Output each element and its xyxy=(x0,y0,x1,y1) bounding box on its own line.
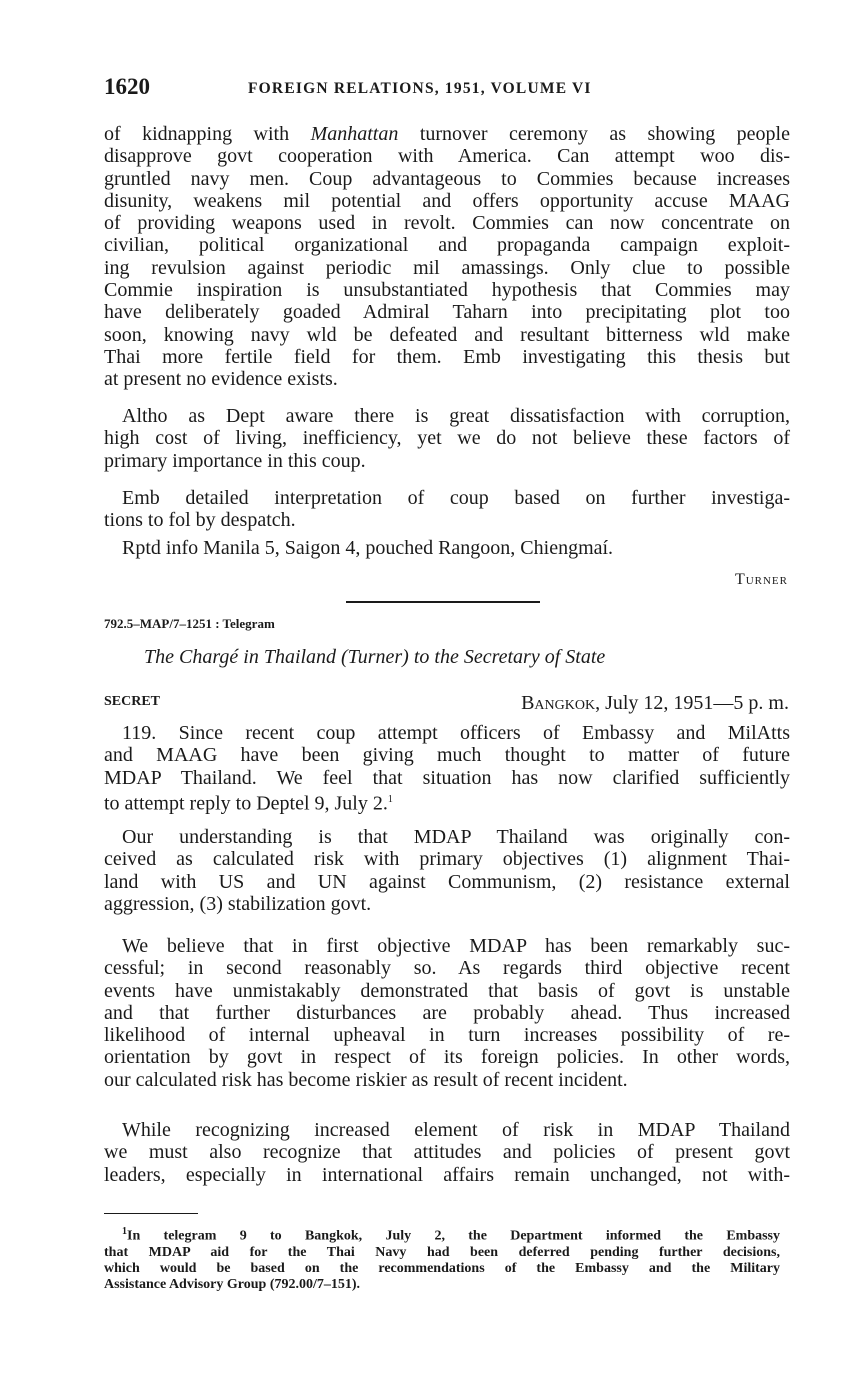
text-line: Thai more fertile field for them. Emb investigating this thesis but xyxy=(104,345,790,368)
text-line: land with US and UN against Communism, (2) resistance external xyxy=(104,870,790,893)
text-line: Our understanding is that MDAP Thailand was originally con- xyxy=(122,826,790,848)
text-line: leaders, especially in international affairs remain unchanged, not with- xyxy=(104,1163,790,1186)
footnote-divider xyxy=(104,1213,198,1214)
body-paragraph-2 xyxy=(104,826,790,915)
text-line: Altho as Dept aware there is great dissatisfaction with corruption, xyxy=(122,405,790,427)
signature: Turner xyxy=(734,571,788,588)
section-divider xyxy=(346,601,540,603)
text-line: soon, knowing navy wld be defeated and resultant bitterness wld make xyxy=(104,323,790,346)
body-paragraph-3 xyxy=(104,935,790,1091)
dateline-place: Bangkok xyxy=(521,692,596,714)
text-line: our calculated risk has become riskier as result of recent incident. xyxy=(104,1068,628,1091)
text-line: Commie inspiration is unsubstantiated hypothesis that Commies may xyxy=(104,279,790,302)
text-line: ing revulsion against periodic mil amassings. Only clue to possible xyxy=(104,256,790,279)
dateline-date: , July 12, 1951—5 p. m. xyxy=(595,692,789,714)
text-line: we must also recognize that attitudes and policies of present govt xyxy=(104,1141,790,1164)
text-line: of kidnapping with Manhattan turnover ceremony as showing people xyxy=(104,123,790,145)
text-line: high cost of living, inefficiency, yet we do not believe these factors of xyxy=(104,427,790,450)
footnote xyxy=(104,1224,780,1293)
running-head: FOREIGN RELATIONS, 1951, VOLUME VI xyxy=(248,80,592,97)
body-paragraph-4 xyxy=(104,1119,790,1186)
text-line: disapprove govt cooperation with America. Can attempt woo dis- xyxy=(104,145,790,168)
text-line: events have unmistakably demonstrated that basis of govt is unstable xyxy=(104,979,790,1002)
text-line: to attempt reply to Deptel 9, July 2.$^1$ xyxy=(104,792,393,815)
text-line: civilian, political organizational and propaganda campaign exploit- xyxy=(104,234,790,257)
text-line: We believe that in first objective MDAP has been remarkably suc- xyxy=(122,935,790,957)
footnote-line: $^1$In telegram 9 to Bangkok, July 2, the Department informed the Embassy xyxy=(122,1226,780,1244)
dateline xyxy=(521,692,789,715)
page-header xyxy=(104,74,794,104)
continued-paragraph-4 xyxy=(104,537,790,559)
text-line: Emb detailed interpretation of coup based on further investiga- xyxy=(122,487,790,509)
text-line: and MAAG have been giving much thought to matter of future xyxy=(104,744,790,767)
text-line: have deliberately goaded Admiral Taharn into precipitating plot too xyxy=(104,301,790,324)
text-line: gruntled navy men. Coup advantageous to Commies because increases xyxy=(104,167,790,190)
text-line: primary importance in this coup. xyxy=(104,449,366,472)
text-line: at present no evidence exists. xyxy=(104,368,338,391)
text-line: likelihood of internal upheaval in turn increases possibility of re- xyxy=(104,1024,790,1047)
text-line: 119. Since recent coup attempt officers of Embassy and MilAtts xyxy=(122,722,790,744)
footnote-line: Assistance Advisory Group (792.00/7–151). xyxy=(104,1277,361,1293)
text-line: ceived as calculated risk with primary objectives (1) alignment Thai- xyxy=(104,848,790,871)
text-line: of providing weapons used in revolt. Commies can now concentrate on xyxy=(104,212,790,235)
text-line: aggression, (3) stabilization govt. xyxy=(104,892,372,915)
text-line: cessful; in second reasonably so. As regards third objective recent xyxy=(104,957,790,980)
text-line: orientation by govt in respect of its foreign policies. In other words, xyxy=(104,1046,790,1069)
document-reference: 792.5–MAP/7–1251 : Telegram xyxy=(104,616,275,631)
continued-paragraph-2 xyxy=(104,405,790,472)
text-line: tions to fol by despatch. xyxy=(104,509,296,532)
text-line: and that further disturbances are probably ahead. Thus increased xyxy=(104,1001,790,1024)
continued-paragraph-1 xyxy=(104,123,790,391)
text-line: disunity, weakens mil potential and offers opportunity accuse MAAG xyxy=(104,189,790,212)
text-line: Rptd info Manila 5, Saigon 4, pouched Rangoon, Chiengmaí. xyxy=(122,537,614,559)
classification-marking: SECRET xyxy=(104,694,161,709)
continued-paragraph-3 xyxy=(104,487,790,532)
document-title: The Chargé in Thailand (Turner) to the Secretary of State xyxy=(144,646,606,668)
ship-name: Manhattan xyxy=(310,123,399,145)
footnote-marker: 1 xyxy=(387,793,393,805)
text-line: MDAP Thailand. We feel that situation has now clarified sufficiently xyxy=(104,766,790,789)
text-line: While recognizing increased element of risk in MDAP Thailand xyxy=(122,1119,790,1141)
footnote-number: 1 xyxy=(122,1226,127,1237)
footnote-line: that MDAP aid for the Thai Navy had been deferred pending further decisions, xyxy=(104,1244,780,1260)
body-paragraph-1 xyxy=(104,722,790,815)
footnote-line: which would be based on the recommendations of the Embassy and the Military xyxy=(104,1261,780,1277)
page-number: 1620 xyxy=(104,74,150,99)
